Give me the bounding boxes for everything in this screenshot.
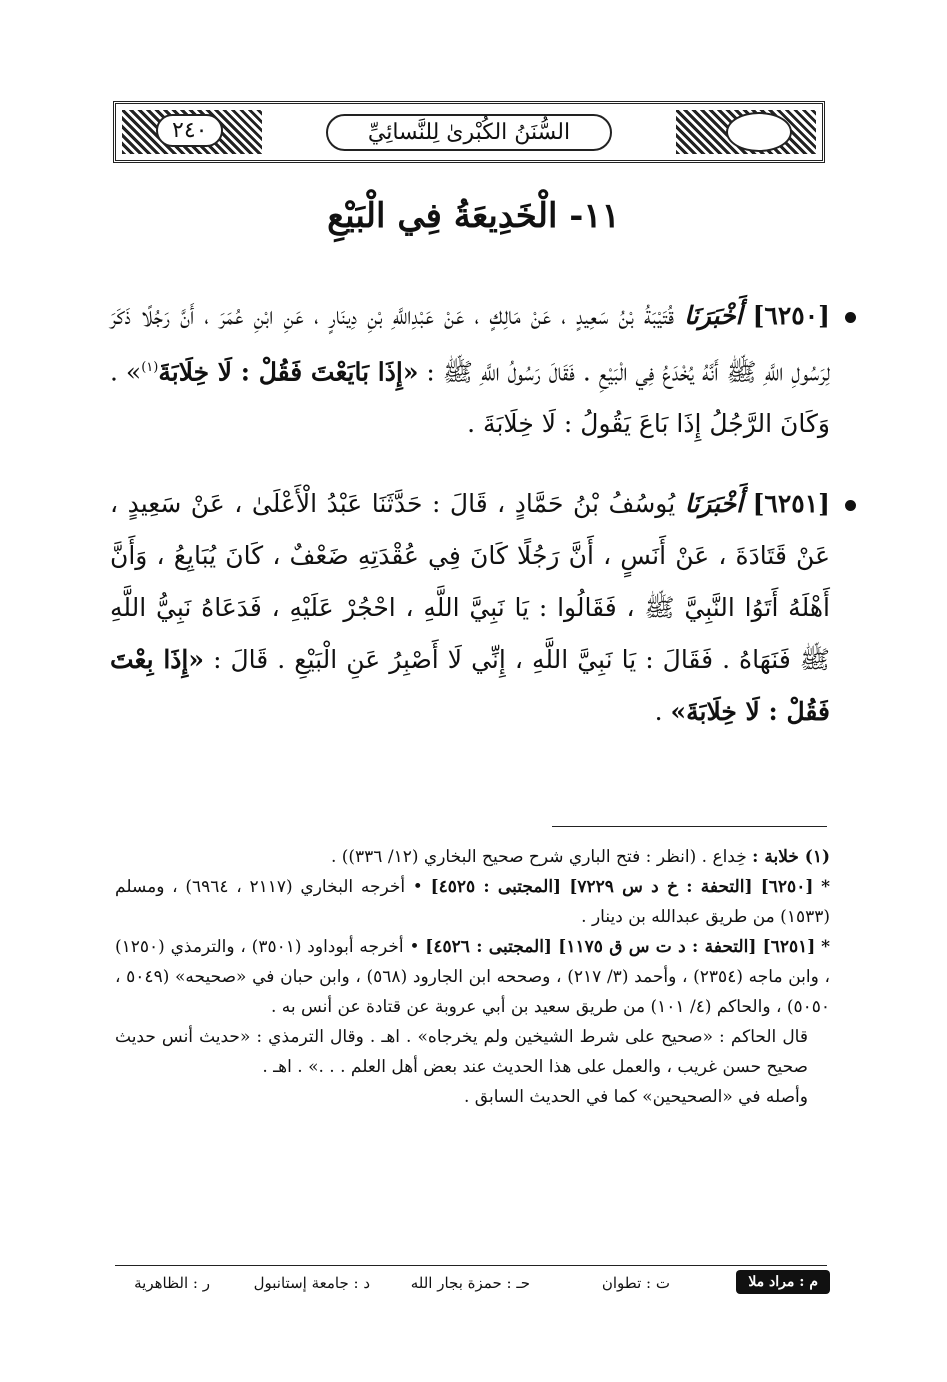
source-zahiriyya: ر : الظاهرية [134, 1274, 210, 1292]
star-icon: * [821, 877, 830, 897]
bullet-icon [845, 500, 856, 511]
footnote-6250-head: [٦٢٥٠] [التحفة : خ د س ٧٢٢٩] [المجتبى : ٤٥٢٥] [430, 877, 814, 897]
footnote-6251-para3: وأصله في «الصحيحين» كما في الحديث السابق . [463, 1087, 808, 1107]
footnote-divider [552, 826, 827, 827]
hadith-6251 [110, 478, 830, 738]
footnote-6250-text: • أخرجه البخاري (٢١١٧ ، ٦٩٦٤) ، ومسلم (١٥٣٣) من طريق عبدالله بن دينار . [115, 877, 830, 927]
footnote-1-label: (١) خلابة : [752, 847, 830, 867]
hadith-number: [٦٢٥٠] [752, 301, 830, 330]
hadith-opening: أَخْبَرَنَا [684, 489, 744, 518]
hadith-quote: «إِذَا بِعْتَ فَقُلْ : لَا خِلَابَةَ» [110, 645, 830, 726]
book-title: السُّنَنُ الكُبْرىٰ لِلنَّسائِيِّ [326, 114, 612, 151]
page-number: ٢٤٠ [156, 114, 223, 147]
footnote-1-text: خِداع . (انظر : فتح الباري شرح صحيح البخاري (١٢/ ٣٣٦)) . [330, 847, 747, 867]
source-murad-mulla: م : مراد ملا [736, 1270, 830, 1294]
hadith-opening: أَخْبَرَنَا [684, 301, 743, 330]
footnote-6251-para2: قال الحاكم : «صحيح على شرط الشيخين ولم يخرجاه» . اهـ . وقال الترمذي : «حديث أنس حديث صحيح حسن غريب ، والعمل على هذا الحديث عند بعض أهل العلم . . .» . اهـ . [115, 1027, 808, 1077]
hadith-number: [٦٢٥١] [752, 489, 830, 518]
page-header [113, 101, 825, 163]
chapter-title: ١١- الْخَدِيعَةُ فِي الْبَيْعِ [327, 196, 620, 236]
bottom-divider [115, 1265, 827, 1266]
bullet-icon [845, 312, 856, 323]
hadith-text: يُوسُفُ بْنُ حَمَّادٍ ، قَالَ : حَدَّثَنَا عَبْدُ الْأَعْلَىٰ ، عَنْ سَعِيدٍ ، عَنْ قَتَادَةَ ، عَنْ أَنَسٍ ، أَنَّ رَجُلًا كَانَ فِي عُقْدَتِهِ ضَعْفٌ ، كَانَ يُبَايِعُ ، وَأَنَّ أَهْلَهُ أَتَوُا النَّبِيَّ ﷺ ، فَقَالُوا : يَا نَبِيَّ اللَّهِ ، احْجُرْ عَلَيْهِ ، فَدَعَاهُ نَبِيُّ اللَّهِ ﷺ فَنَهَاهُ . فَقَالَ : يَا نَبِيَّ اللَّهِ ، إِنِّي لَا أَصْبِرُ عَنِ الْبَيْعِ . قَالَ : [110, 489, 831, 674]
hadith-text-end: . [654, 697, 671, 726]
hadith-6250 [110, 290, 830, 450]
source-istanbul: د : جامعة إستانبول [253, 1274, 370, 1292]
footnote-6250 [115, 872, 830, 932]
footnote-ref: (١) [141, 360, 159, 375]
hadith-text-end: » . وَكَانَ الرَّجُلُ إِذَا بَاعَ يَقُولُ : لَا خِلَابَةَ . [110, 357, 830, 439]
hadith-quote: «إِذَا بَايَعْتَ فَقُلْ : لَا خِلَابَةَ [158, 357, 419, 387]
footnote-1 [115, 842, 830, 872]
source-tetouan: ت : تطوان [601, 1274, 670, 1292]
footnote-6251-text: • أخرجه أبوداود (٣٥٠١) ، والترمذي (١٢٥٠) ، وابن ماجه (٢٣٥٤) ، وأحمد (٣/ ٢١٧) ، وصححه ابن الجارود (٥٦٨) ، وابن حبان في «صحيحه» (٥٠٤٩ ، ٥٠٥٠) ، والحاكم (٤/ ١٠١) من طريق سعيد بن أبي عروبة عن قتادة عن أنس به . [115, 937, 830, 1017]
book-seal-logo [726, 112, 792, 152]
source-hamza: حـ : حمزة بجار الله [410, 1274, 530, 1292]
manuscript-sources [110, 1268, 830, 1302]
star-icon: * [821, 937, 831, 957]
footnote-6251-head: [٦٢٥١] [التحفة : د ت س ق ١١٧٥] [المجتبى : ٤٥٢٦] [425, 937, 816, 957]
footnotes [115, 842, 830, 1112]
hadith-text: قُتَيْبَةُ بْنُ سَعِيدٍ ، عَنْ مَالِكٍ ، عَنْ عَبْدِاللَّهِ بْنِ دِينَارٍ ، عَنِ ابْنِ عُمَرَ ، أَنَّ رَجُلًا ذَكَرَ لِرَسُولِ اللَّهِ ﷺ أَنَّهُ يُخْدَعُ فِي الْبَيْعِ . فَقَالَ رَسُولُ اللَّهِ ﷺ : [110, 301, 831, 387]
footnote-6251 [115, 932, 830, 1022]
